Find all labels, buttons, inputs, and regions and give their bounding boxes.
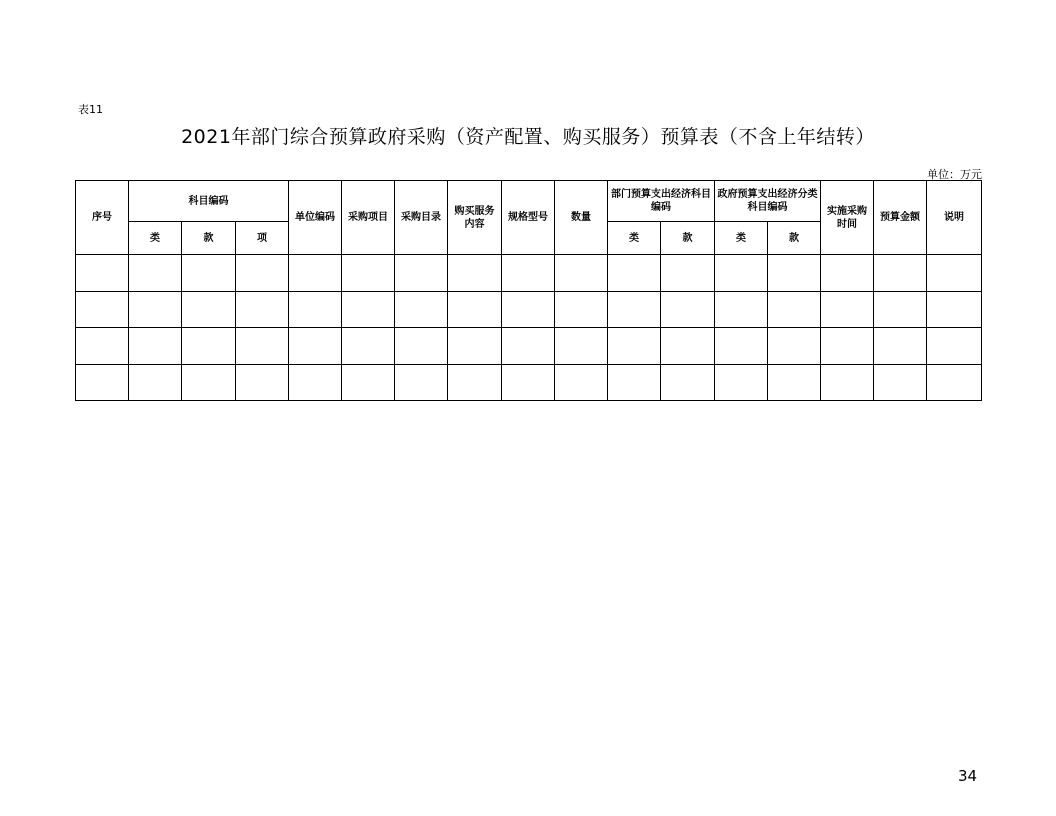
table-row (76, 364, 982, 401)
table-cell (395, 364, 448, 401)
table-row (76, 255, 982, 292)
header-impl-time: 实施采购时间 (821, 181, 874, 255)
header-subject-code: 科目编码 (129, 181, 289, 222)
table-cell (927, 291, 982, 328)
table-cell (927, 255, 982, 292)
table-cell (927, 328, 982, 365)
table-cell (874, 255, 927, 292)
table-cell (182, 364, 236, 401)
table-cell (927, 364, 982, 401)
table-cell (182, 328, 236, 365)
table-cell (661, 291, 715, 328)
table-cell (182, 255, 236, 292)
header-subject-item: 项 (236, 222, 289, 255)
table-cell (289, 255, 342, 292)
table-cell (236, 364, 289, 401)
page-title: 2021年部门综合预算政府采购（资产配置、购买服务）预算表（不含上年结转） (181, 126, 875, 148)
table-cell (502, 291, 555, 328)
table-cell (821, 328, 874, 365)
table-cell (555, 291, 608, 328)
table-cell (821, 255, 874, 292)
header-purchase-catalog: 采购目录 (395, 181, 448, 255)
table-cell (715, 328, 768, 365)
table-cell (395, 291, 448, 328)
table-cell (661, 328, 715, 365)
table-cell (608, 291, 661, 328)
table-cell (555, 328, 608, 365)
table-cell (236, 255, 289, 292)
table-cell (129, 364, 182, 401)
table-cell (129, 328, 182, 365)
table-cell (448, 255, 502, 292)
table-cell (342, 291, 395, 328)
header-unit-code: 单位编码 (289, 181, 342, 255)
header-quantity: 数量 (555, 181, 608, 255)
header-dept-econ-category: 类 (608, 222, 661, 255)
header-remarks: 说明 (927, 181, 982, 255)
table-cell (555, 364, 608, 401)
table-cell (874, 364, 927, 401)
table-cell (289, 291, 342, 328)
table-cell (715, 255, 768, 292)
table-cell (661, 364, 715, 401)
table-header (76, 181, 982, 255)
header-dept-econ-section: 款 (661, 222, 715, 255)
procurement-budget-table (75, 180, 982, 401)
header-gov-econ-code: 政府预算支出经济分类科目编码 (715, 181, 821, 222)
table-cell (76, 328, 129, 365)
table-cell (608, 364, 661, 401)
table-cell (715, 291, 768, 328)
table-row (76, 328, 982, 365)
header-budget-amount: 预算金额 (874, 181, 927, 255)
table-cell (502, 328, 555, 365)
header-dept-econ-code: 部门预算支出经济科目编码 (608, 181, 715, 222)
page-number: 34 (958, 767, 978, 785)
table-cell (129, 255, 182, 292)
table-cell (768, 291, 821, 328)
table-cell (502, 255, 555, 292)
table-cell (608, 328, 661, 365)
table-cell (289, 364, 342, 401)
header-spec-model: 规格型号 (502, 181, 555, 255)
table-cell (236, 328, 289, 365)
table-cell (129, 291, 182, 328)
table-cell (448, 364, 502, 401)
table-cell (874, 328, 927, 365)
header-subject-section: 款 (182, 222, 236, 255)
table-cell (874, 291, 927, 328)
table-cell (236, 291, 289, 328)
header-gov-econ-category: 类 (715, 222, 768, 255)
table-cell (661, 255, 715, 292)
header-seq: 序号 (76, 181, 129, 255)
table-row (76, 291, 982, 328)
table-label: 表11 (78, 103, 103, 116)
table-cell (182, 291, 236, 328)
table-cell (76, 364, 129, 401)
header-purchase-item: 采购项目 (342, 181, 395, 255)
table-cell (76, 291, 129, 328)
table-cell (768, 255, 821, 292)
table-cell (76, 255, 129, 292)
table-cell (715, 364, 768, 401)
header-service-content: 购买服务内容 (448, 181, 502, 255)
table-cell (555, 255, 608, 292)
table-cell (821, 364, 874, 401)
table-cell (395, 255, 448, 292)
table-cell (768, 328, 821, 365)
table-cell (395, 328, 448, 365)
unit-label: 单位：万元 (927, 168, 982, 181)
table-body (76, 255, 982, 401)
table-cell (342, 328, 395, 365)
table-cell (289, 328, 342, 365)
table-cell (448, 291, 502, 328)
table-cell (342, 255, 395, 292)
table-cell (342, 364, 395, 401)
table-cell (502, 364, 555, 401)
table-cell (768, 364, 821, 401)
header-subject-category: 类 (129, 222, 182, 255)
table-cell (608, 255, 661, 292)
table-cell (448, 328, 502, 365)
table-cell (821, 291, 874, 328)
header-gov-econ-section: 款 (768, 222, 821, 255)
